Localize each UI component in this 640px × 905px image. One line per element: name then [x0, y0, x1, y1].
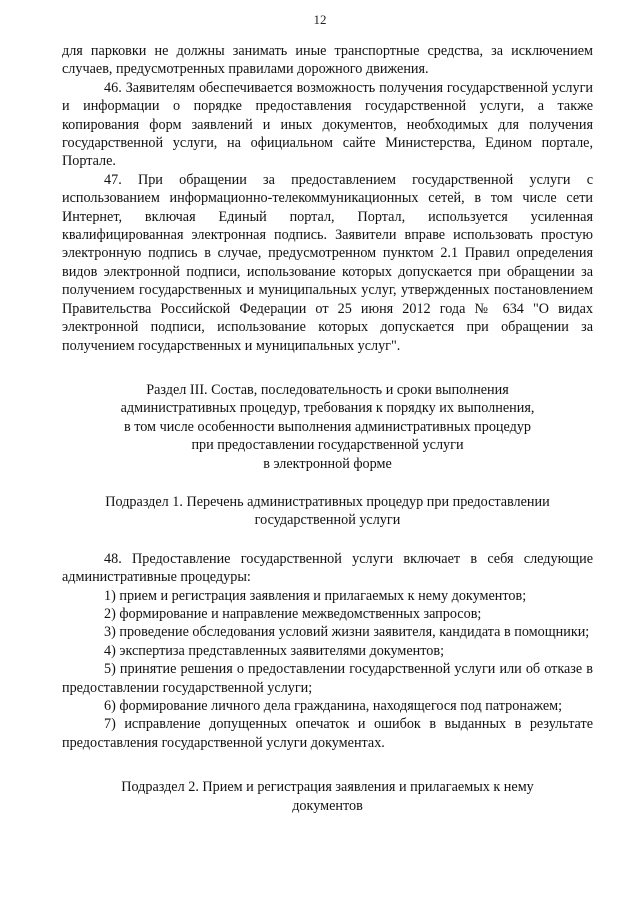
subsection-1-heading-line: государственной услуги	[254, 512, 401, 529]
document-body	[62, 42, 593, 815]
list-item: 6) формирование личного дела гражданина, находящегося под патронажем;	[104, 698, 563, 714]
list-item: 4) экспертиза представленных заявителями документов;	[104, 642, 445, 659]
list-item: 1) прием и регистрация заявления и прилагаемых к нему документов;	[104, 587, 527, 604]
section-3-heading-line: в электронной форме	[263, 455, 392, 472]
list-item: 5) принятие решения о предоставлении государственной услуги или об отказе в предоставлении государственной услуги;	[62, 661, 593, 696]
section-3-heading-line: в том числе особенности выполнения административных процедур	[123, 418, 532, 435]
list-item: 7) исправление допущенных опечаток и ошибок в выданных в результате предоставления государственной услуги документах.	[62, 716, 593, 751]
subsection-1-heading-line: Подраздел 1. Перечень административных процедур при предоставлении	[105, 493, 550, 510]
section-3-heading-line: административных процедур, требования к порядку их выполнения,	[120, 400, 535, 417]
section-3-heading	[62, 381, 593, 473]
section-3-heading-line: Раздел III. Состав, последовательность и сроки выполнения	[146, 381, 509, 398]
subsection-2-heading	[62, 778, 593, 815]
list-item: 2) формирование и направление межведомственных запросов;	[104, 605, 482, 622]
subsection-1-heading	[62, 493, 593, 530]
list-item: 3) проведение обследования условий жизни заявителя, кандидата в помощники;	[104, 624, 590, 641]
section-3-heading-line: при предоставлении государственной услуги	[191, 437, 464, 454]
paragraph-46: 46. Заявителям обеспечивается возможность получения государственной услуги и информации о порядке предоставления государственной услуги, а также копирования форм заявлений и иных документов, необходимых для получения государственной услуги, на официальном сайте Министерства, Едином портале, Портале.	[62, 79, 593, 170]
paragraph-continuation: для парковки не должны занимать иные транспортные средства, за исключением случаев, предусмотренных правилами дорожного движения.	[62, 43, 593, 78]
subsection-2-heading-line: документов	[292, 797, 363, 814]
paragraph-47: 47. При обращении за предоставлением государственной услуги с использованием информационно-телекоммуникационных сетей, в том числе сети Интернет, включая Единый портал, Портал, используется усиленная квалифицированная электронная подпись. Заявители вправе использовать простую электронную подпись в случае, предусмотренном пунктом 2.1 Правил определения видов электронной подписи, использование которых допускается при обращении за получением государственных и муниципальных услуг, утвержденных постановлением Правительства Российской Федерации от 25 июня 2012 года № 634 "О видах электронной подписи, использование которых допускается при обращении за получением государственных и муниципальных услуг".	[62, 171, 593, 354]
subsection-2-heading-line: Подраздел 2. Прием и регистрация заявления и прилагаемых к нему	[121, 779, 534, 796]
page-number: 12	[313, 12, 327, 27]
paragraph-48-intro: 48. Предоставление государственной услуги включает в себя следующие административные процедуры:	[62, 550, 593, 586]
